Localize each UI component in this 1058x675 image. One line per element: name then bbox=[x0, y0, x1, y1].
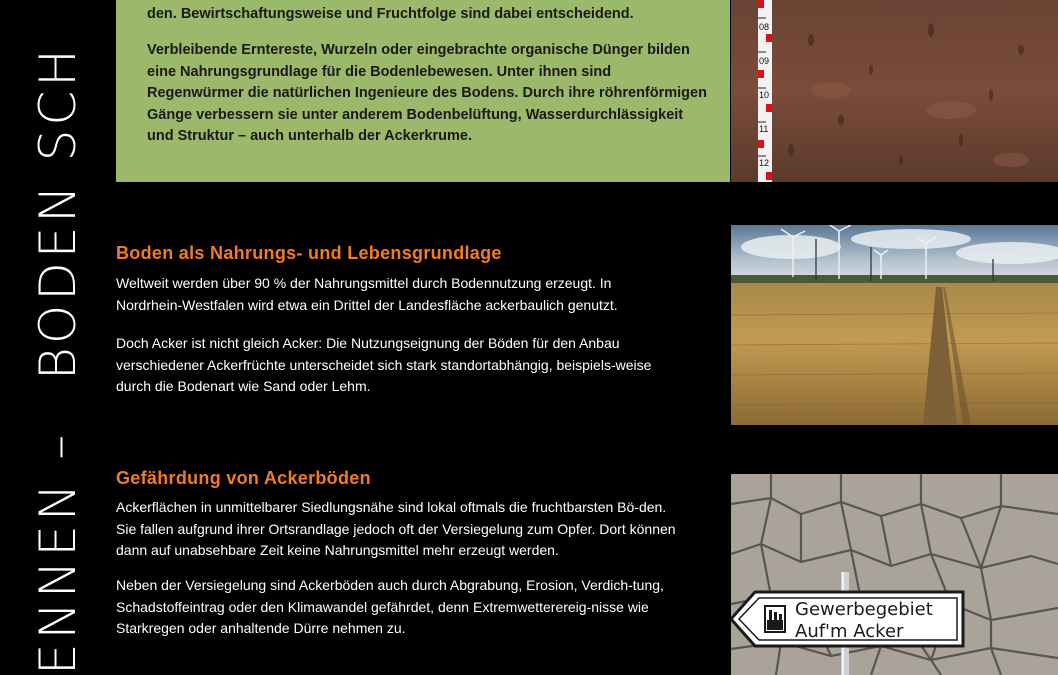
cracked-soil-photo bbox=[731, 474, 1058, 675]
section2-paragraph-2: Neben der Versiegelung sind Ackerböden auch durch Abgrabung, Erosion, Verdich-tung, Schadstoffeintrag oder den Klimawandel gefährdet, denn Extremwetterereig-nisse wie Starkregen oder anhaltende Dürre nehmen zu. bbox=[116, 577, 664, 636]
ruler-mark-10: 10 bbox=[759, 90, 770, 100]
section1-paragraph-2: Doch Acker ist nicht gleich Acker: Die Nutzungseignung der Böden für den Anbau verschiedener Ackerfrüchte unterscheidet sich stark standortabhängig, beispiels-weise durch die Bodenart wie Sand oder Lehm. bbox=[116, 335, 652, 394]
ruler-mark-08: 08 bbox=[759, 22, 770, 32]
green-box-paragraph-2: Verbleibende Erntereste, Wurzeln oder eingebrachte organische Dünger bilden eine Nahrungsgrundlage für die Bodenlebewesen. Unter ihnen sind Regenwürmer die natürlichen Ingenieure des Bodens. Durch ihre röhrenförmigen Gänge verbessern sie unter anderem Bodenbelüftung, Wasserdurchlässigkeit und Struktur – auch unterhalb der Ackerkrume. bbox=[147, 42, 707, 144]
vertical-title-top: BODEN SCH bbox=[29, 45, 87, 380]
soil-profile-photo bbox=[731, 0, 1058, 182]
section-heading-gefaehrdung: Gefährdung von Ackerböden bbox=[116, 468, 371, 488]
sign-line-1: Gewerbegebiet bbox=[795, 599, 933, 620]
ruler-mark-11: 11 bbox=[759, 124, 769, 134]
section-heading-nahrungsgrundlage: Boden als Nahrungs- und Lebensgrundlage bbox=[116, 243, 502, 263]
sign-line-2: Auf'm Acker bbox=[795, 621, 904, 642]
section2-paragraph-1: Ackerflächen in unmittelbarer Siedlungsnähe sind lokal oftmals die fruchtbarsten Bö-den. Sie fallen aufgrund ihrer Ortsrandlage jedoch oft der Versiegelung zum Opfer. Dort können dann auf unabsehbare Zeit keine Nahrungsmittel mehr erzeugt werden. bbox=[116, 499, 676, 558]
wheat-field-photo bbox=[731, 225, 1058, 425]
ruler-mark-09: 09 bbox=[759, 56, 770, 66]
section1-paragraph-1: Weltweit werden über 90 % der Nahrungsmittel durch Bodennutzung erzeugt. In Nordrhein-Westfalen wird etwa ein Drittel der Landesfläche ackerbaulich genutzt. bbox=[116, 275, 618, 313]
vertical-title-bottom: ENNEN – bbox=[29, 430, 87, 675]
ruler-mark-12: 12 bbox=[759, 158, 770, 168]
green-box-paragraph-1: den. Bewirtschaftungsweise und Fruchtfolge sind dabei entscheidend. bbox=[147, 6, 634, 22]
vertical-title bbox=[0, 0, 100, 675]
green-info-box bbox=[116, 0, 730, 182]
